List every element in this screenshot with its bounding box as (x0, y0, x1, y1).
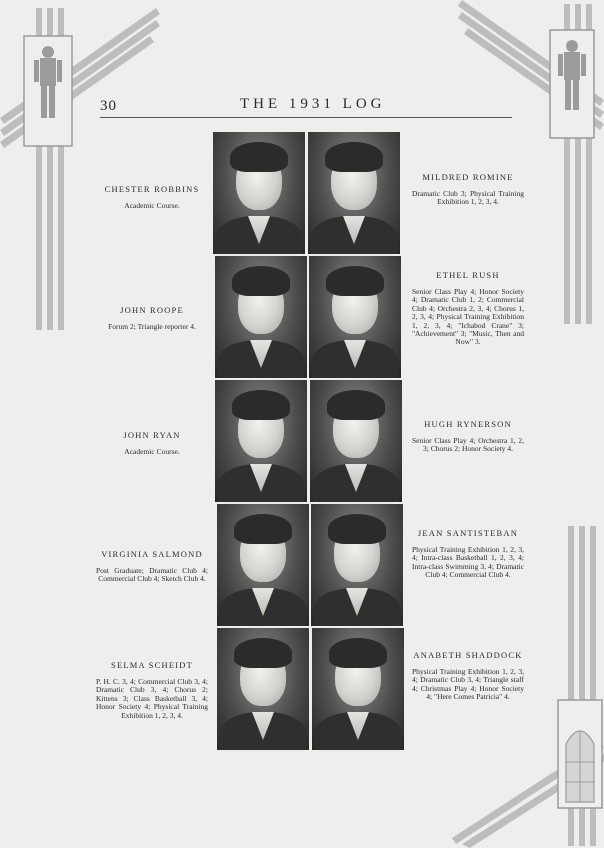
student-name: SELMA SCHEIDT (111, 660, 193, 670)
page-number: 30 (100, 98, 117, 114)
student-activities: Physical Training Exhibition 1, 2, 3, 4; Intra-class Basketball 1, 2, 3, 4; Intra-class Swimming 3, 4; Dramatic Club 4; Commercial Club 4. (412, 545, 524, 580)
student-activities: Post Graduate; Dramatic Club 4; Commercial Club 4; Sketch Club 4. (96, 566, 208, 584)
student-entry (412, 270, 524, 347)
student-name: JOHN ROOPE (120, 305, 184, 315)
student-name: VIRGINIA SALMOND (101, 549, 203, 559)
student-name: JOHN RYAN (123, 430, 181, 440)
student-entry (96, 549, 208, 584)
student-portrait-rynerson (310, 380, 402, 502)
student-name: ANABETH SHADDOCK (413, 650, 523, 660)
header-divider (100, 117, 512, 118)
student-entry (412, 419, 524, 454)
student-entry (96, 184, 208, 210)
student-entry (412, 172, 524, 207)
art-deco-figure-ornament-top-left (0, 0, 160, 335)
student-portrait-salmond (217, 504, 309, 626)
student-portrait-scheidt (217, 628, 309, 750)
student-portrait-robbins (213, 132, 305, 254)
student-activities: Academic Course. (124, 447, 180, 456)
student-name: JEAN SANTISTEBAN (417, 528, 519, 538)
student-portrait-shaddock (312, 628, 404, 750)
student-name: HUGH RYNERSON (424, 419, 512, 429)
student-activities: Dramatic Club 3; Physical Training Exhibition 1, 2, 3, 4. (412, 189, 524, 207)
student-activities: Physical Training Exhibition 1, 2, 3, 4; Dramatic Club 3, 4; Triangle staff 4; Christmas Play 4; Honor Society 4; "Here Comes Patricia" 4. (412, 667, 524, 702)
student-activities: Academic Course. (124, 201, 180, 210)
student-entry (96, 660, 208, 720)
student-name: MILDRED ROMINE (422, 172, 514, 182)
student-entry (96, 430, 208, 456)
student-portrait-santisteban (311, 504, 403, 626)
student-portrait-ryan (215, 380, 307, 502)
student-activities: Forum 2; Triangle reporter 4. (108, 322, 196, 331)
student-portrait-rush (309, 256, 401, 378)
student-activities: P. H. C. 3, 4; Commercial Club 3, 4; Dramatic Club 3, 4; Chorus 2; Kittens 3; Class Basketball 3, 4; Honor Society 4; Physical Training Exhibition 1, 2, 3, 4. (96, 677, 208, 720)
student-entry (96, 305, 208, 331)
student-portrait-romine (308, 132, 400, 254)
student-name: ETHEL RUSH (436, 270, 500, 280)
student-entry (412, 650, 524, 702)
student-activities: Senior Class Play 4; Orchestra 1, 2, 3; Chorus 2; Honor Society 4. (412, 436, 524, 454)
student-name: CHESTER ROBBINS (104, 184, 200, 194)
student-portrait-roope (215, 256, 307, 378)
student-activities: Senior Class Play 4; Honor Society 4; Dramatic Club 1, 2; Commercial Club 4; Orchestra 2, 3, 4; Chorus 1, 2, 3, 4; Physical Training Exhibition 1, 2, 3, 4; "Ichabod Crane" 3; "Achievement" 3; "Music, Then and Now" 3. (412, 287, 524, 347)
page-title: THE 1931 LOG (240, 96, 386, 112)
student-entry (412, 528, 524, 580)
